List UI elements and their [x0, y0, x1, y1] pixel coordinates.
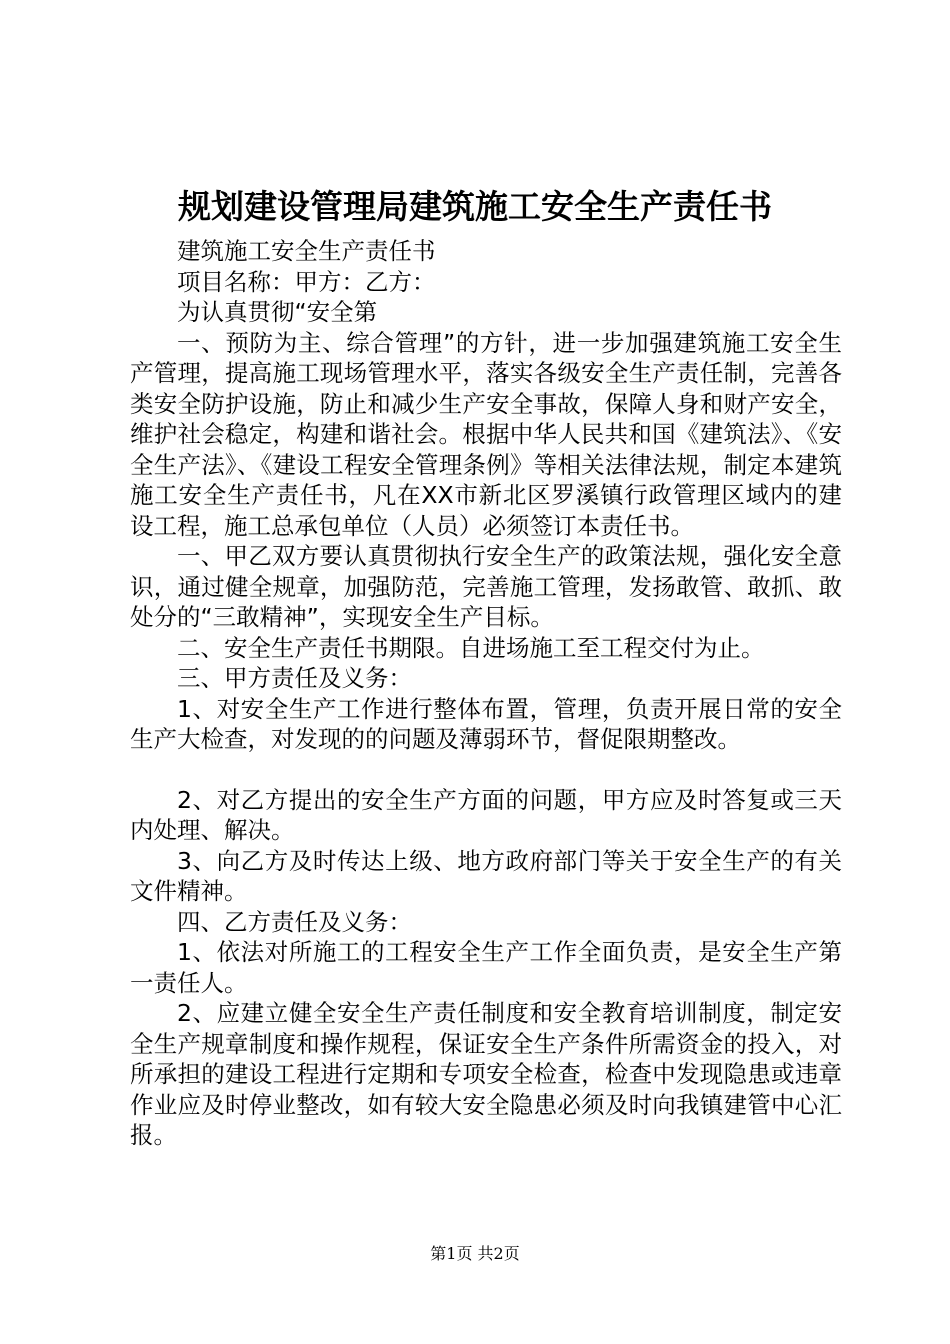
paragraph-policy: 一、预防为主、综合管理”的方针，进一步加强建筑施工安全生产管理，提高施工现场管理水平，落实各级安全生产责任制，完善各类安全防护设施，防止和减少生产安全事故，保障人身和财产安全，维护社会稳定，构建和谐社会。根据中华人民共和国《建筑法》、《安全生产法》、《建设工程安全管理条例》等相关法律法规，制定本建筑施工安全生产责任书，凡在XX市新北区罗溪镇行政管理区域内的建设工程，施工总承包单位（人员）必须签订本责任书。 [130, 328, 842, 540]
paragraph-intro: 为认真贯彻“安全第 [177, 298, 378, 326]
paragraph-party-b-item-1: 1、依法对所施工的工程安全生产工作全面负责，是安全生产第一责任人。 [130, 938, 842, 997]
page-number-footer: 第1页 共2页 [430, 1244, 520, 1263]
paragraph-party-a-item-2: 2、对乙方提出的安全生产方面的问题，甲方应及时答复或三天内处理、解决。 [130, 785, 842, 844]
paragraph-party-a-item-3: 3、向乙方及时传达上级、地方政府部门等关于安全生产的有关文件精神。 [130, 846, 842, 905]
paragraph-clause-1: 一、甲乙双方要认真贯彻执行安全生产的政策法规，强化安全意识，通过健全规章，加强防范，完善施工管理，发扬敢管、敢抓、敢处分的“三敢精神”，实现安全生产目标。 [130, 542, 842, 631]
document-title: 规划建设管理局建筑施工安全生产责任书 [178, 187, 772, 226]
paragraph-party-b-item-2: 2、应建立健全安全生产责任制度和安全教育培训制度，制定安全生产规章制度和操作规程，保证安全生产条件所需资金的投入，对所承担的建设工程进行定期和专项安全检查，检查中发现隐患或违章作业应及时停业整改，如有较大安全隐患必须及时向我镇建管中心汇报。 [130, 999, 842, 1149]
paragraph-gap [130, 755, 842, 785]
document-body [130, 236, 842, 1151]
paragraph-party-a-item-1: 1、对安全生产工作进行整体布置，管理，负责开展日常的安全生产大检查，对发现的的问题及薄弱环节，督促限期整改。 [130, 694, 842, 753]
paragraph-clause-2: 二、安全生产责任书期限。自进场施工至工程交付为止。 [177, 633, 765, 662]
paragraph-clause-3-heading: 三、甲方责任及义务： [177, 664, 412, 692]
paragraph-clause-4-heading: 四、乙方责任及义务： [177, 907, 412, 936]
paragraph-heading: 建筑施工安全生产责任书 [177, 237, 436, 265]
paragraph-project-name: 项目名称：甲方：乙方： [177, 267, 436, 296]
